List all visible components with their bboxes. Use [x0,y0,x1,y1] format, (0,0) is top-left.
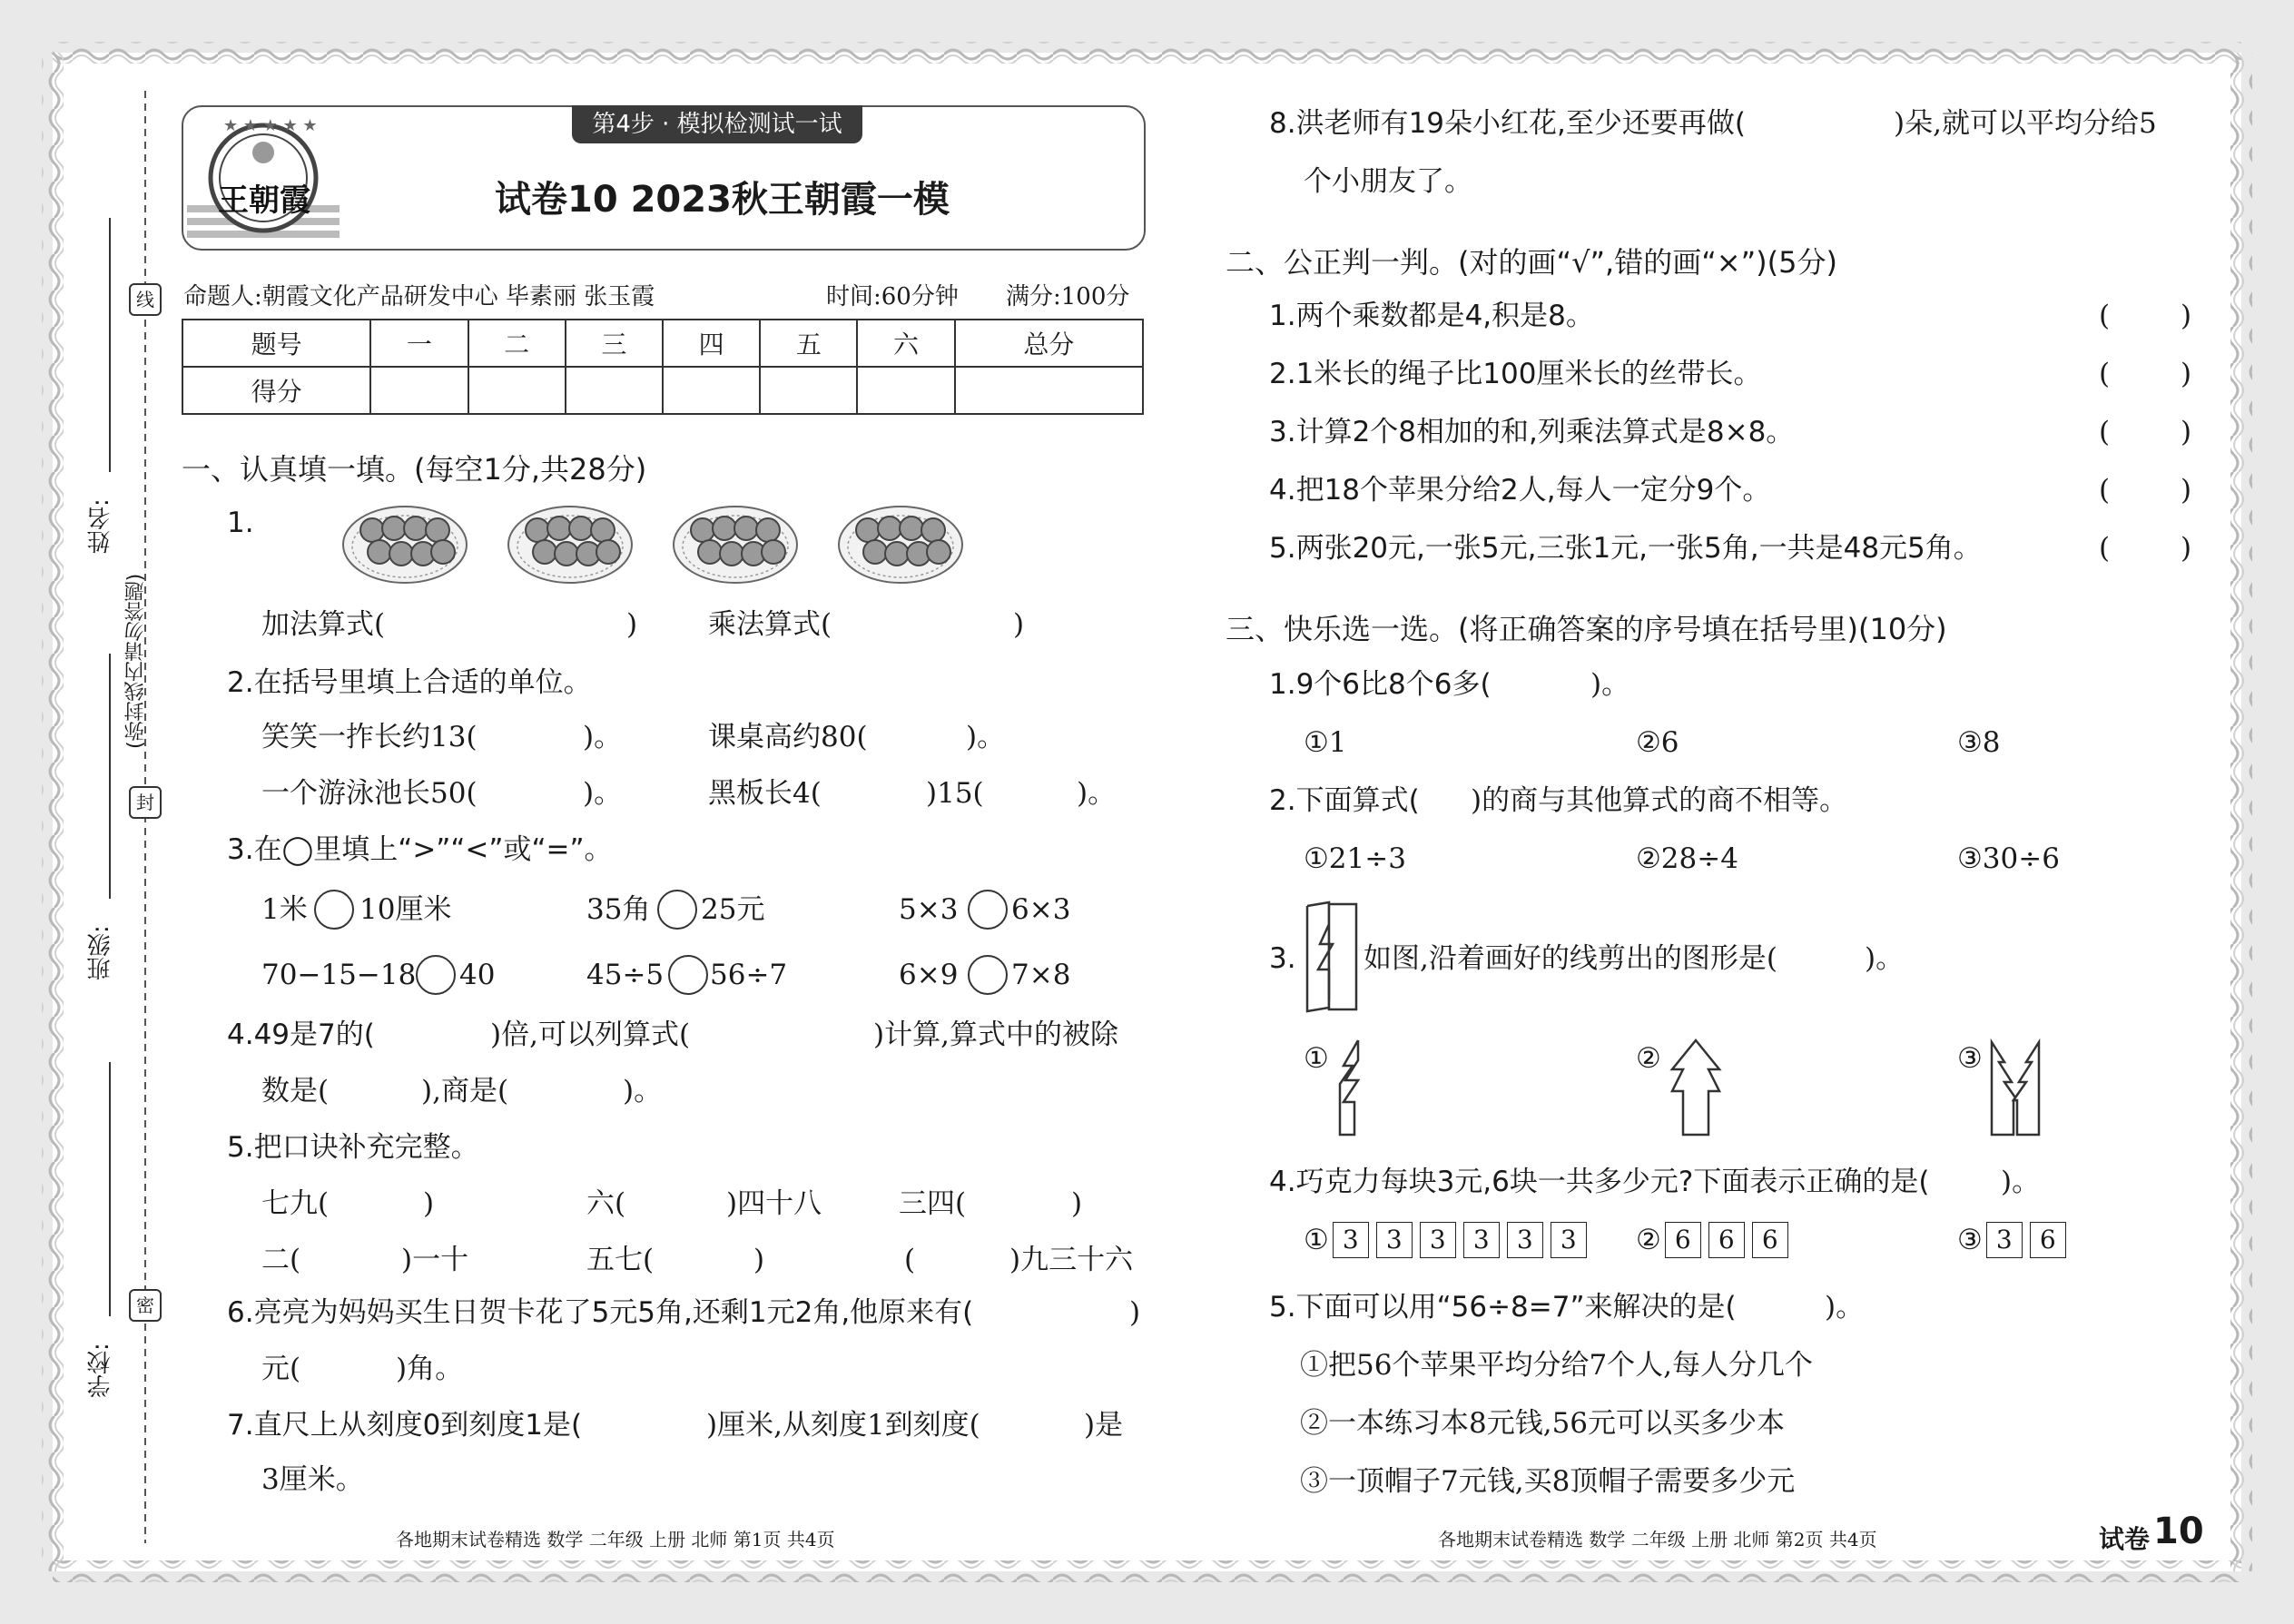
number-box: 3 [1333,1222,1369,1258]
score-cell[interactable] [955,367,1143,414]
q7-part2: )厘米,从刻度1到刻度( [706,1409,980,1442]
q6-part2: ) [1129,1296,1141,1329]
compare-circle[interactable] [968,955,1008,995]
paper-number: 10 [2153,1511,2204,1552]
q6-part3: 元( [261,1353,301,1385]
footer-right: 各地期末试卷精选 数学 二年级 上册 北师 第2页 共4页 [1438,1529,1877,1550]
judge-bracket-close: ) [2181,416,2192,448]
score-table-header-row [182,320,1143,367]
s3q5-stem-end: )。 [1825,1291,1865,1324]
q1-addition-close: ) [626,608,638,641]
q3-left: 1米 [261,893,308,926]
q3-right: 10厘米 [359,893,452,926]
q4-part5: ),商是( [421,1075,509,1107]
q5-a2: ) [423,1187,435,1220]
judge-bracket-open: ( [2099,358,2111,390]
judge-answer-slot[interactable] [2117,354,2181,394]
q3-right: 7×8 [1011,959,1071,991]
q2-d-end: )。 [1077,777,1117,810]
full-score: 满分:100分 [1006,283,1130,310]
q7-part4: 3厘米。 [261,1463,364,1496]
s3q4-option-label: ① [1304,1224,1329,1256]
svg-text:★ ★ ★ ★ ★: ★ ★ ★ ★ ★ [223,116,318,135]
q3-stem: 3.在◯里填上“>”“<”或“=”。 [227,833,613,866]
q3-left: 70−15−18 [261,959,417,991]
s3q1-stem: 1.9个6比8个6多( [1269,668,1492,701]
judge-bracket-close: ) [2181,358,2192,390]
q5-b2: )四十八 [726,1187,822,1220]
number-box: 6 [1708,1222,1745,1258]
q3-left: 6×9 [899,959,959,991]
q8-part2: )朵,就可以平均分给5 [1894,107,2157,140]
score-cell[interactable] [857,367,954,414]
judge-bracket-open: ( [2099,416,2111,448]
school-label: 学校: [87,1343,114,1398]
q7-part1: 7.直尺上从刻度0到刻度1是( [227,1409,583,1442]
s3q4-stem: 4.巧克力每块3元,6块一共多少元?下面表示正确的是( [1269,1166,1930,1198]
q3-left: 45÷5 [586,959,665,991]
choice-option[interactable]: ①1 [1304,726,1347,759]
name-label: 姓名: [87,498,114,554]
section2-title: 二、公正判一判。(对的画“√”,错的画“×”)(5分) [1226,245,1837,280]
q5-c1: 三四( [899,1187,967,1220]
q1-addition-label: 加法算式( [261,608,386,641]
judge-bracket-close: ) [2181,532,2192,565]
s3q4-stem-end: )。 [2001,1166,2041,1198]
q5-c2: ) [1071,1187,1083,1220]
q2-a: 笑笑一拃长约13( [261,721,478,753]
number-box: 3 [1986,1222,2023,1258]
q3-left: 35角 [586,893,651,926]
score-table-score-row [182,367,1143,414]
fruit-plate [508,507,632,583]
logo-text: 王朝霞 [218,182,310,219]
class-field[interactable] [109,654,111,899]
judge-item: 1.两个乘数都是4,积是8。 [1269,300,1594,332]
judge-item: 2.1米长的绳子比100厘米长的丝带长。 [1269,358,1762,390]
binding-note: (弥封线内请勿答题) [124,573,147,749]
s3q4-option-3[interactable] [1957,1222,2073,1258]
score-header-cell: 五 [760,320,857,367]
number-box: 3 [1507,1222,1543,1258]
number-box: 6 [1752,1222,1788,1258]
score-header-cell: 二 [468,320,566,367]
number-box: 3 [1463,1222,1500,1258]
q7-part3: )是 [1084,1409,1124,1442]
compare-circle[interactable] [968,890,1008,930]
q5-e2: ) [753,1244,765,1276]
q1-multiplication-close: ) [1013,608,1025,641]
judge-item: 5.两张20元,一张5元,三张1元,一张5角,一共是48元5角。 [1269,532,1982,565]
score-cell[interactable] [760,367,857,414]
q2-a-end: )。 [583,721,623,753]
choice-option[interactable]: ②一本练习本8元钱,56元可以买多少本 [1300,1407,1786,1440]
score-header-cell: 四 [663,320,760,367]
paper-title: 试卷10 2023秋王朝霞一模 [495,179,950,221]
s3q3-stem: 如图,沿着画好的线剪出的图形是( [1364,942,1777,975]
q3-right: 56÷7 [710,959,788,991]
s3q3-number: 3. [1269,942,1296,975]
s3q4-option-2[interactable] [1636,1222,1796,1258]
judge-item: 3.计算2个8相加的和,列乘法算式是8×8。 [1269,416,1795,448]
q2-d1: 黑板长4( [708,777,822,810]
author-line: 命题人:朝霞文化产品研发中心 毕素丽 张玉霞 [183,283,655,310]
score-header-cell: 一 [370,320,468,367]
q2-b: 课桌高约80( [708,721,868,753]
q6-part1: 6.亮亮为妈妈买生日贺卡花了5元5角,还剩1元2角,他原来有( [227,1296,974,1329]
score-header-cell: 题号 [182,320,370,367]
q5-f2: )九三十六 [1009,1244,1134,1276]
q2-d2: )15( [926,777,984,810]
q4-part4: 数是( [261,1075,330,1107]
q2-b-end: )。 [966,721,1006,753]
score-header-cell: 三 [566,320,663,367]
cut-shape-option-1[interactable] [1333,1037,1374,1138]
number-box: 3 [1376,1222,1413,1258]
s3q3-option-label[interactable]: ① [1304,1042,1329,1075]
choice-option[interactable]: ②28÷4 [1636,842,1738,875]
judge-bracket-open: ( [2099,474,2111,507]
q4-part3: )计算,算式中的被除 [873,1019,1118,1051]
fruit-plate [839,507,962,583]
score-cell[interactable] [370,367,468,414]
seal-char-line: 线 [129,283,162,316]
q2-c-end: )。 [583,777,623,810]
q5-stem: 5.把口诀补充完整。 [227,1131,479,1164]
s3q3-option-label[interactable]: ③ [1957,1042,1983,1075]
number-box: 3 [1551,1222,1587,1258]
number-box: 3 [1420,1222,1456,1258]
judge-bracket-open: ( [2099,300,2111,332]
compare-circle[interactable] [657,890,697,930]
time-limit: 时间:60分钟 [826,283,959,310]
judge-bracket-close: ) [2181,300,2192,332]
section3-title: 三、快乐选一选。(将正确答案的序号填在括号里)(10分) [1226,612,1947,646]
s3q2-stem-end: )的商与其他算式的商不相等。 [1471,784,1848,817]
compare-circle[interactable] [668,955,708,995]
seal-char-seal: 封 [129,786,162,819]
score-cell[interactable] [663,367,760,414]
school-field[interactable] [109,1062,111,1316]
judge-answer-slot[interactable] [2117,412,2181,452]
score-header-cell: 六 [857,320,954,367]
fruit-plate [343,507,467,583]
class-label: 班级: [87,925,114,980]
q4-part2: )倍,可以列算式( [490,1019,691,1051]
s3q4-option-1[interactable] [1304,1222,1594,1258]
judge-answer-slot[interactable] [2117,470,2181,510]
paper-label: 试卷 [2099,1524,2151,1554]
cut-shape-option-3[interactable] [1986,1037,2044,1138]
s3q5-stem: 5.下面可以用“56÷8=7”来解决的是( [1269,1291,1737,1324]
judge-bracket-open: ( [2099,532,2111,565]
q5-d2: )一十 [401,1244,469,1276]
fruit-plate [674,507,797,583]
judge-answer-slot[interactable] [2117,296,2181,336]
q5-d1: 二( [261,1244,301,1276]
number-box: 6 [2030,1222,2066,1258]
name-field[interactable] [109,218,111,472]
choice-option[interactable]: ①把56个苹果平均分给7个人,每人分几个 [1300,1349,1814,1382]
q2-stem: 2.在括号里填上合适的单位。 [227,666,592,699]
footer-left: 各地期末试卷精选 数学 二年级 上册 北师 第1页 共4页 [396,1529,835,1550]
choice-option[interactable]: ③8 [1957,726,2001,759]
folded-paper-figure [1302,899,1360,1015]
q3-right: 25元 [701,893,765,926]
score-cell[interactable] [566,367,663,414]
q4-part1: 4.49是7的( [227,1019,375,1051]
q6-part4: )角。 [396,1353,464,1385]
compare-circle[interactable] [416,955,456,995]
s3q4-option-label: ② [1636,1224,1661,1256]
q8-part3: 个小朋友了。 [1304,165,1472,198]
number-box: 6 [1665,1222,1701,1258]
judge-bracket-close: ) [2181,474,2192,507]
score-row-label: 得分 [182,367,370,414]
compare-circle[interactable] [314,890,354,930]
choice-option[interactable]: ③30÷6 [1957,842,2060,875]
score-header-cell: 总分 [955,320,1143,367]
judge-answer-slot[interactable] [2117,528,2181,568]
judge-item: 4.把18个苹果分给2人,每人一定分9个。 [1269,474,1771,507]
q5-e1: 五七( [586,1244,655,1276]
choice-option[interactable]: ①21÷3 [1304,842,1406,875]
section1-title: 一、认真填一填。(每空1分,共28分) [182,452,647,487]
q8-part1: 8.洪老师有19朵小红花,至少还要再做( [1269,107,1746,140]
fruit-plates-illustration [341,499,977,586]
step-badge: 第4步 · 模拟检测试一试 [572,105,862,143]
q4-part6: )。 [623,1075,663,1107]
q2-c: 一个游泳池长50( [261,777,478,810]
s3q3-stem-end: )。 [1865,942,1905,975]
q3-left: 5×3 [899,893,959,926]
score-cell[interactable] [468,367,566,414]
q5-a1: 七九( [261,1187,330,1220]
score-table [182,319,1144,415]
q5-f1: ( [904,1244,916,1276]
q1-number: 1. [227,507,254,539]
s3q4-option-label: ③ [1957,1224,1983,1256]
s3q1-stem-end: )。 [1590,668,1630,701]
choice-option[interactable]: ③一顶帽子7元钱,买8顶帽子需要多少元 [1300,1465,1796,1498]
q5-b1: 六( [586,1187,626,1220]
cut-shape-option-2[interactable] [1669,1037,1723,1138]
s3q2-stem: 2.下面算式( [1269,784,1420,817]
q3-right: 6×3 [1011,893,1071,926]
q1-multiplication-label: 乘法算式( [708,608,832,641]
s3q3-option-label[interactable]: ② [1636,1042,1661,1075]
choice-option[interactable]: ②6 [1636,726,1679,759]
q3-right: 40 [459,959,496,991]
seal-char-secret: 密 [129,1289,162,1322]
